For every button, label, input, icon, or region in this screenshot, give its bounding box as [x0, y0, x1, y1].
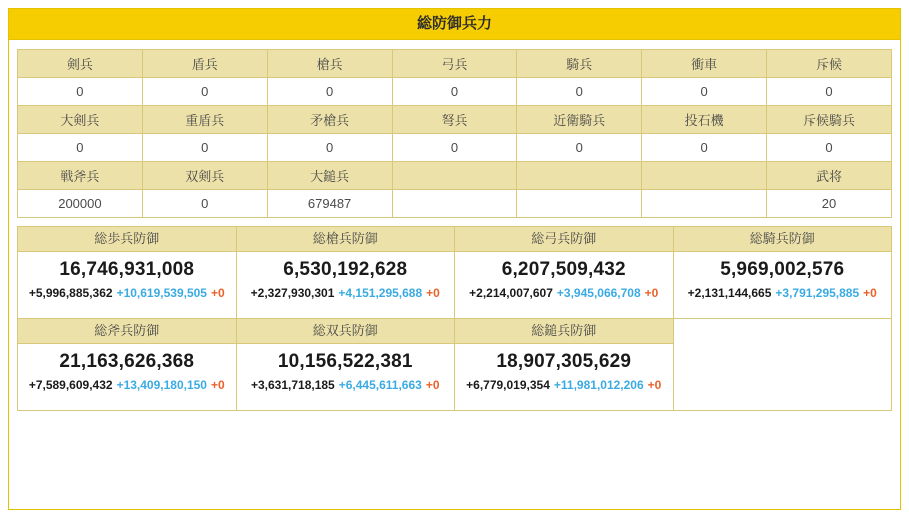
troop-label: 矛槍兵 [267, 106, 392, 134]
troop-value: 0 [392, 134, 517, 162]
troop-value: 0 [517, 134, 642, 162]
troop-label: 近衛騎兵 [517, 106, 642, 134]
stat-bonuses [239, 378, 453, 393]
stat-total: 18,907,305,629 [496, 351, 632, 372]
stat-bonus-orange: +0 [863, 286, 877, 300]
troop-value: 0 [267, 78, 392, 106]
stat-total: 21,163,626,368 [59, 351, 195, 372]
defense-stats-section [9, 218, 900, 411]
troop-value: 0 [767, 78, 892, 106]
stat-card-axe [18, 319, 237, 411]
stats-row [18, 227, 892, 319]
troop-label: 衝車 [642, 50, 767, 78]
troop-label: 斥候 [767, 50, 892, 78]
troop-label: 騎兵 [517, 50, 642, 78]
troop-value-empty [517, 190, 642, 218]
troop-value: 0 [142, 134, 267, 162]
stat-bonus-blue: +3,945,066,708 [556, 286, 641, 300]
stat-bonus-blue: +3,791,295,885 [775, 286, 860, 300]
troop-label: 戦斧兵 [18, 162, 143, 190]
stat-card-body [18, 344, 236, 410]
stat-bonus-base: +6,779,019,354 [466, 378, 550, 392]
stat-bonuses [676, 286, 890, 301]
troop-label: 弓兵 [392, 50, 517, 78]
troop-label: 投石機 [642, 106, 767, 134]
stat-bonuses [457, 378, 671, 393]
stat-card-spear [236, 227, 455, 319]
stat-bonus-blue: +6,445,611,663 [338, 378, 422, 392]
stat-card-title: 総弓兵防御 [455, 227, 673, 252]
troop-label: 大鎚兵 [267, 162, 392, 190]
troop-value: 200000 [18, 190, 143, 218]
stat-bonus-orange: +0 [426, 286, 440, 300]
stat-card-title: 総騎兵防御 [674, 227, 892, 252]
troop-value: 0 [18, 134, 143, 162]
troop-value: 679487 [267, 190, 392, 218]
stat-card-body [455, 344, 673, 410]
table-row [18, 50, 892, 78]
troop-label: 槍兵 [267, 50, 392, 78]
stat-bonuses [20, 286, 234, 301]
table-row [18, 162, 892, 190]
stat-bonus-base: +2,327,930,301 [250, 286, 335, 300]
troop-label: 双剣兵 [142, 162, 267, 190]
troop-value: 0 [18, 78, 143, 106]
stat-bonus-orange: +0 [210, 378, 225, 392]
stat-card-hammer [455, 319, 674, 411]
stat-card-archer [455, 227, 674, 319]
stat-bonus-blue: +11,981,012,206 [553, 378, 644, 392]
stat-card-title: 総斧兵防御 [18, 319, 236, 344]
troop-value: 0 [267, 134, 392, 162]
stat-card-body [237, 252, 455, 318]
troop-label: 大剣兵 [18, 106, 143, 134]
troop-label-blank [517, 162, 642, 190]
troop-value: 0 [642, 134, 767, 162]
defense-power-panel [8, 8, 901, 510]
troop-label: 武将 [767, 162, 892, 190]
stat-bonus-orange: +0 [425, 378, 440, 392]
troop-label: 剣兵 [18, 50, 143, 78]
page-title: 総防御兵力 [9, 9, 900, 40]
stat-total: 6,207,509,432 [501, 259, 626, 280]
stat-bonuses [239, 286, 453, 301]
troop-value: 20 [767, 190, 892, 218]
troop-value-empty [642, 190, 767, 218]
stat-bonus-blue: +4,151,295,688 [338, 286, 423, 300]
stat-card-empty [673, 319, 892, 411]
stat-bonus-base: +7,589,609,432 [28, 378, 113, 392]
troop-label: 重盾兵 [142, 106, 267, 134]
stat-bonus-base: +2,214,007,607 [469, 286, 553, 300]
table-row [18, 134, 892, 162]
stat-total: 5,969,002,576 [720, 259, 845, 280]
stat-bonus-blue: +13,409,180,150 [116, 378, 207, 392]
stats-row [18, 319, 892, 411]
stat-total: 16,746,931,008 [59, 259, 195, 280]
troop-label-blank [392, 162, 517, 190]
troop-value: 0 [142, 78, 267, 106]
stat-bonus-base: +5,996,885,362 [28, 286, 113, 300]
stat-card-body [674, 252, 892, 318]
stat-card-empty-body [674, 319, 892, 385]
stat-card-body [237, 344, 455, 410]
stat-card-infantry [18, 227, 237, 319]
troop-label: 弩兵 [392, 106, 517, 134]
table-row [18, 190, 892, 218]
troop-label: 斥候騎兵 [767, 106, 892, 134]
stat-bonuses [20, 378, 234, 393]
table-row [18, 106, 892, 134]
troop-value: 0 [392, 78, 517, 106]
troop-label: 盾兵 [142, 50, 267, 78]
stat-card-dual-blade [236, 319, 455, 411]
troop-value: 0 [767, 134, 892, 162]
stat-bonuses [457, 286, 671, 301]
stat-card-title: 総双兵防御 [237, 319, 455, 344]
troop-counts-table [17, 49, 892, 218]
troop-label-blank [642, 162, 767, 190]
stat-bonus-base: +3,631,718,185 [250, 378, 335, 392]
troop-value-empty [392, 190, 517, 218]
table-row [18, 78, 892, 106]
troop-value: 0 [142, 190, 267, 218]
stat-bonus-orange: +0 [644, 286, 659, 300]
stat-bonus-orange: +0 [210, 286, 225, 300]
troop-value: 0 [642, 78, 767, 106]
defense-stats-table [17, 226, 892, 411]
troop-value: 0 [517, 78, 642, 106]
stat-card-title: 総槍兵防御 [237, 227, 455, 252]
stat-card-body [18, 252, 236, 318]
stat-total: 10,156,522,381 [277, 351, 413, 372]
troop-counts-section [9, 40, 900, 218]
stat-total: 6,530,192,628 [283, 259, 408, 280]
stat-card-body [455, 252, 673, 318]
stat-bonus-base: +2,131,144,665 [687, 286, 772, 300]
stat-bonus-orange: +0 [647, 378, 662, 392]
stat-card-title: 総鎚兵防御 [455, 319, 673, 344]
stat-bonus-blue: +10,619,539,505 [116, 286, 207, 300]
stat-card-title: 総歩兵防御 [18, 227, 236, 252]
stat-card-cavalry [673, 227, 892, 319]
